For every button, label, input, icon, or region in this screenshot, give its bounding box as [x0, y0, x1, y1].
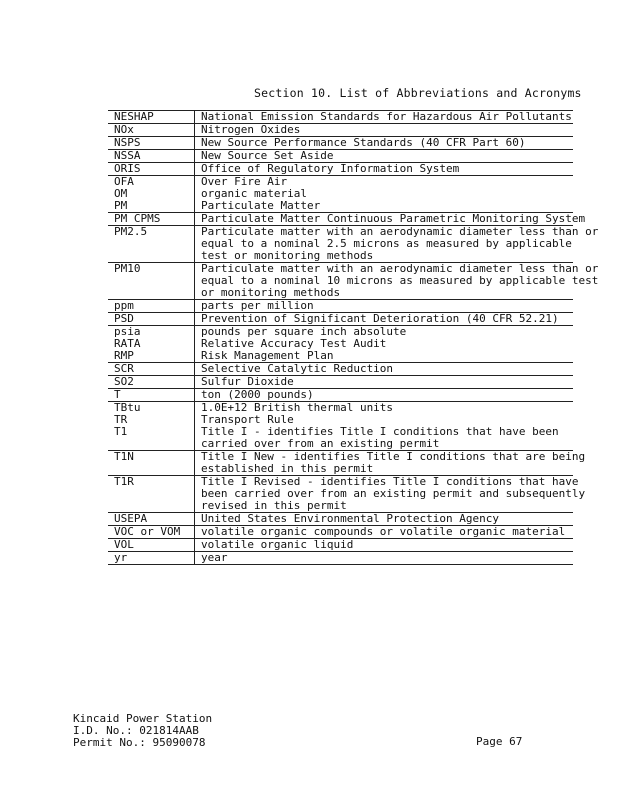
- definition-cell: [195, 426, 574, 451]
- definition-line: equal to a nominal 2.5 microns as measured by applicable: [201, 237, 572, 250]
- table-row: [108, 451, 573, 476]
- abbreviation-cell: PM10: [108, 263, 195, 300]
- footer-permit-number: Permit No.: 95090078: [73, 736, 206, 749]
- abbreviation-cell: NSPS: [108, 137, 195, 150]
- definition-line: parts per million: [201, 299, 314, 312]
- abbreviation-cell: psia: [108, 326, 195, 339]
- definition-line: Particulate Matter Continuous Parametric Monitoring System: [201, 212, 586, 225]
- definition-line: Office of Regulatory Information System: [201, 162, 460, 175]
- definition-line: National Emission Standards for Hazardous Air Pollutants: [201, 110, 572, 123]
- abbreviation-cell: USEPA: [108, 513, 195, 526]
- definition-cell: [195, 450, 586, 476]
- table-row: [108, 226, 573, 263]
- definition-line: established in this permit: [201, 462, 374, 475]
- definition-line: Particulate matter with an aerodynamic diameter less than or: [201, 225, 599, 238]
- table-row: [108, 124, 573, 137]
- definition-cell: [195, 300, 574, 313]
- table-row: [108, 137, 573, 150]
- abbreviation-cell: SO2: [108, 376, 195, 389]
- abbreviation-cell: T: [108, 389, 195, 402]
- definition-line: Selective Catalytic Reduction: [201, 362, 394, 375]
- definition-line: carried over from an existing permit: [201, 437, 440, 450]
- definition-cell: [195, 137, 574, 150]
- abbreviation-cell: TBtu: [108, 402, 195, 415]
- definition-cell: [195, 150, 574, 163]
- definition-line: volatile organic compounds or volatile organic material: [201, 525, 566, 538]
- definition-cell: [195, 513, 574, 526]
- definition-line: Title I - identifies Title I conditions that have been: [201, 425, 559, 438]
- abbreviation-cell: T1R: [108, 476, 195, 513]
- definition-cell: [195, 526, 574, 539]
- definition-cell: [195, 262, 599, 300]
- definition-cell: [195, 363, 574, 376]
- footer-facility: Kincaid Power Station: [73, 712, 213, 725]
- table-row: [108, 363, 573, 376]
- abbreviation-cell: yr: [108, 552, 195, 565]
- table-row: [108, 376, 573, 389]
- definition-line: year: [201, 551, 228, 564]
- abbreviation-cell: PM CPMS: [108, 213, 195, 226]
- abbreviation-cell: NOx: [108, 124, 195, 137]
- definition-line: 1.0E+12 British thermal units: [201, 401, 394, 414]
- definition-line: New Source Set Aside: [201, 149, 334, 162]
- definition-line: equal to a nominal 10 microns as measured by applicable test: [201, 274, 599, 287]
- table-row: [108, 338, 573, 350]
- abbreviation-cell: VOL: [108, 539, 195, 552]
- table-row: [108, 200, 573, 213]
- table-row: [108, 150, 573, 163]
- definition-cell: [195, 313, 574, 326]
- definition-cell: [195, 212, 586, 226]
- definition-line: New Source Performance Standards (40 CFR Part 60): [201, 136, 526, 149]
- definition-line: Prevention of Significant Deterioration (40 CFR 52.21): [201, 312, 559, 325]
- definition-line: organic material: [201, 187, 307, 200]
- abbreviation-table-body: [108, 110, 599, 565]
- definition-cell: [195, 539, 574, 552]
- table-row: [108, 188, 573, 200]
- page-title: Section 10. List of Abbreviations and Acronyms: [254, 86, 582, 100]
- definition-line: Risk Management Plan: [201, 349, 334, 362]
- definition-cell: [195, 350, 574, 363]
- table-row: [108, 300, 573, 313]
- abbreviation-cell: ORIS: [108, 163, 195, 176]
- definition-line: ton (2000 pounds): [201, 388, 314, 401]
- definition-line: United States Environmental Protection Agency: [201, 512, 500, 525]
- page-footer: [73, 713, 513, 749]
- definition-line: been carried over from an existing permit and subsequently: [201, 487, 586, 500]
- abbreviation-cell: PSD: [108, 313, 195, 326]
- definition-line: or monitoring methods: [201, 286, 341, 299]
- definition-line: Relative Accuracy Test Audit: [201, 337, 387, 350]
- table-row: [108, 513, 573, 526]
- abbreviation-cell: T1N: [108, 451, 195, 476]
- table-row: [108, 313, 573, 326]
- definition-line: Transport Rule: [201, 413, 294, 426]
- abbreviation-cell: TR: [108, 414, 195, 426]
- abbreviation-cell: NSSA: [108, 150, 195, 163]
- definition-line: volatile organic liquid: [201, 538, 354, 551]
- definition-cell: [195, 111, 574, 124]
- table-row: [108, 176, 573, 189]
- definition-line: Sulfur Dioxide: [201, 375, 294, 388]
- table-row: [108, 163, 573, 176]
- definition-line: Title I New - identifies Title I conditions that are being: [201, 450, 586, 463]
- abbreviation-cell: PM2.5: [108, 226, 195, 263]
- abbreviation-cell: NESHAP: [108, 111, 195, 124]
- definition-line: Over Fire Air: [201, 175, 288, 188]
- abbreviation-cell: RMP: [108, 350, 195, 363]
- table-row: [108, 426, 573, 451]
- definition-line: Title I Revised - identifies Title I conditions that have: [201, 475, 579, 488]
- definition-cell: [195, 475, 586, 513]
- table-row: [108, 111, 573, 124]
- abbreviation-cell: VOC or VOM: [108, 526, 195, 539]
- definition-line: test or monitoring methods: [201, 249, 374, 262]
- table-row: [108, 389, 573, 402]
- definition-cell: [195, 124, 574, 137]
- definition-line: Particulate Matter: [201, 199, 321, 212]
- table-row: [108, 350, 573, 363]
- definition-line: Particulate matter with an aerodynamic diameter less than or: [201, 262, 599, 275]
- abbreviation-cell: OFA: [108, 176, 195, 189]
- table-row: [108, 539, 573, 552]
- abbreviation-cell: ppm: [108, 300, 195, 313]
- abbreviation-cell: SCR: [108, 363, 195, 376]
- definition-cell: [195, 225, 599, 263]
- abbreviation-cell: PM: [108, 200, 195, 213]
- table-row: [108, 526, 573, 539]
- table-row: [108, 213, 573, 226]
- definition-cell: [195, 163, 574, 176]
- definition-cell: [195, 376, 574, 389]
- page-number: Page 67: [476, 735, 523, 748]
- footer-id-number: I.D. No.: 021814AAB: [73, 724, 199, 737]
- abbreviation-table: [108, 110, 599, 565]
- abbreviation-cell: RATA: [108, 338, 195, 350]
- table-row: [108, 402, 573, 415]
- definition-line: pounds per square inch absolute: [201, 325, 407, 338]
- definition-cell: [195, 552, 574, 565]
- abbreviation-cell: OM: [108, 188, 195, 200]
- definition-line: revised in this permit: [201, 499, 347, 512]
- table-row: [108, 263, 573, 300]
- definition-line: Nitrogen Oxides: [201, 123, 301, 136]
- definition-cell: [195, 389, 574, 402]
- table-row: [108, 476, 573, 513]
- abbreviation-cell: T1: [108, 426, 195, 451]
- table-row: [108, 552, 573, 565]
- definition-cell: [195, 200, 574, 213]
